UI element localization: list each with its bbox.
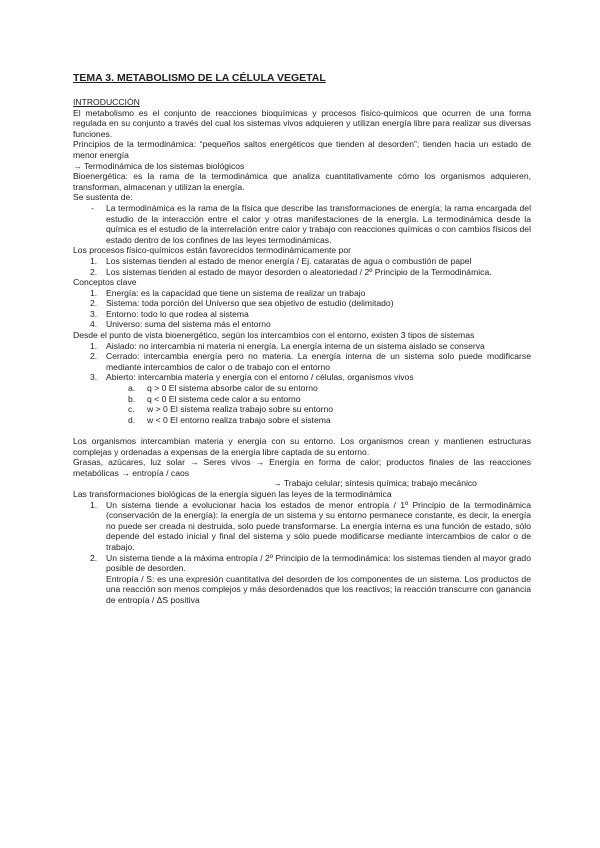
list-item — [73, 319, 531, 330]
paragraph-termodinamica-sistemas: → Termodinámica de los sistemas biológicos — [73, 160, 245, 171]
list-item-text: Un sistema tiende a la máxima entropía / 2º Principio de la termodinámica: los sistemas tienden al mayor grado posible de desorden. — [106, 552, 531, 574]
paragraph-sustenta: Se sustenta de: — [73, 192, 133, 203]
list-marker: 3. — [90, 308, 98, 319]
sublist-item — [73, 415, 531, 426]
list-item — [73, 288, 531, 299]
sublist-item — [73, 394, 531, 405]
abierto-sublist — [73, 383, 531, 425]
tipos-list — [73, 341, 531, 426]
list-item-text: q > 0 El sistema absorbe calor de su entorno — [147, 383, 318, 394]
list-item — [73, 267, 531, 278]
list-marker: b. — [128, 393, 136, 404]
list-item — [73, 500, 531, 553]
list-item-text: Aislado: no intercambia ni materia ni energía. La energía interna de un sistema aislado se conserva — [106, 340, 485, 351]
sublist-item — [73, 383, 531, 394]
list-marker: - — [91, 202, 94, 213]
list-marker: 1. — [90, 287, 98, 298]
list-item — [73, 309, 531, 320]
list-item-text: Sistema: toda porción del Universo que sea objetivo de estudio (delimitado) — [106, 298, 394, 309]
list-marker: 1. — [90, 255, 98, 266]
paragraph-leyes: Las transformaciones biológicas de la energía siguen las leyes de la termodinámica — [73, 488, 392, 499]
list-item-text: w < 0 El entorno realiza trabajo sobre el sistema — [147, 414, 331, 425]
leyes-list — [73, 500, 531, 606]
list-item — [73, 553, 531, 574]
blank-line — [73, 425, 531, 436]
list-marker: 3. — [90, 372, 98, 383]
list-item-text: La termodinámica es la rama de la física que describe las transformaciones de energía; la rama encargada del estudio de la interacción entre el calor y otras manifestaciones de la energía. La termodinámica desde la química es el estudio de la interrelación entre calor y trabajo con reacciones químicas o con cambios físicos del estado dentro de los confines de las leyes termodinámicas. — [106, 202, 531, 245]
paragraph-entropia: Entropía / S: es una expresión cuantitativa del desorden de los componentes de un sistema. Los productos de una reacción son menos complejos y más desordenados que los reactivos; la reacción transcurre con ganancia de entropía / ΔS positiva — [106, 573, 531, 605]
list-marker: c. — [128, 404, 135, 415]
list-item — [73, 298, 531, 309]
document-title: TEMA 3. METABOLISMO DE LA CÉLULA VEGETAL — [73, 72, 326, 84]
paragraph-metabolismo: El metabolismo es el conjunto de reacciones bioquímicas y procesos físico-químicos que ocurren de una forma regulada en su conjunto a través del cual los sistemas vivos adquieren y utilizan energía libre para realizar sus diversas funciones. — [73, 107, 531, 139]
list-item-text: q < 0 El sistema cede calor a su entorno — [147, 393, 301, 404]
paragraph-principios: Principios de la termodinámica: “pequeños saltos energéticos que tienden al desorden”; tienden hacia un estado de menor energía — [73, 139, 531, 160]
list-item-text: Cerrado: intercambia energía pero no materia. La energía interna de un sistema solo puede modificarse mediante intercambios de calor o de trabajo con el entorno — [106, 351, 531, 372]
conceptos-list — [73, 288, 531, 330]
list-item-text: Un sistema tiende a evolucionar hacia los estados de menor entropía / 1º Principio de la termodinámica (conservación de la energía): la energía de un sistema y su entorno permanece constante, es decir, la energía no puede ser creada ni destruida, solo puede transformarse. La energía interna es una función de estado, sólo depende del estado inicial y final del sistema y sólo puede modificarse mediante intercambios de calor o de trabajo. — [106, 499, 531, 552]
paragraph-tipos-sistemas: Desde el punto de vista bioenergético, según los intercambios con el entorno, existen 3 tipos de sistemas — [73, 330, 475, 341]
list-marker: 4. — [90, 319, 98, 330]
list-item — [73, 256, 531, 267]
list-marker: 2. — [90, 552, 98, 563]
paragraph-bioenergetica: Bioenergética: es la rama de la termodinámica que analiza cuantitativamente cómo los organismos adquieren, transforman, almacenan y utilizan la energía. — [73, 171, 531, 192]
list-marker: 1. — [90, 499, 98, 510]
list-marker: a. — [128, 383, 136, 394]
list-item-text: Los sistemas tienden al estado de menor energía / Ej. cataratas de agua o combustión de papel — [106, 255, 472, 266]
list-item-text: Abierto: intercambia materia y energía con el entorno / células, organismos vivos — [106, 372, 414, 383]
dash-list-item — [73, 203, 531, 245]
list-marker: 2. — [90, 266, 98, 277]
paragraph-organismos: Los organismos intercambian materia y energía con su entorno. Los organismos crean y mantienen estructuras complejas y ordenadas a expensas de la energía libre captada de su entorno. — [73, 436, 531, 457]
list-item-text: w > 0 El sistema realiza trabajo sobre su entorno — [147, 404, 334, 415]
paragraph-conceptos: Conceptos clave — [73, 277, 137, 288]
document-page — [73, 72, 531, 606]
list-item-text: Los sistemas tienden al estado de mayor desorden o aleatoriedad / 2º Principio de la Termodinámica. — [106, 266, 492, 277]
procesos-list — [73, 256, 531, 277]
paragraph-procesos: Los procesos físico-químicos están favorecidos termodinámicamente por — [73, 245, 351, 256]
list-item-text: Universo: suma del sistema más el entorno — [106, 319, 271, 330]
list-item-text: Entorno: todo lo que rodea al sistema — [106, 308, 249, 319]
list-item — [73, 341, 531, 352]
sublist-item — [73, 404, 531, 415]
list-marker: 1. — [90, 340, 98, 351]
list-item — [73, 372, 531, 383]
list-item-text: Energía: es la capacidad que tiene un sistema de realizar un trabajo — [106, 287, 366, 298]
list-marker: 2. — [90, 298, 98, 309]
list-item — [73, 351, 531, 372]
list-marker: 2. — [90, 351, 98, 362]
paragraph-trabajo: → Trabajo celular; síntesis química; trabajo mecánico — [273, 478, 477, 489]
paragraph-grasas: Grasas, azúcares, luz solar → Seres vivos → Energía en forma de calor; productos finales de las reacciones metabólicas → entropía / caos — [73, 457, 531, 478]
section-heading-introduccion: INTRODUCCIÓN — [73, 97, 140, 107]
list-marker: d. — [128, 414, 136, 425]
